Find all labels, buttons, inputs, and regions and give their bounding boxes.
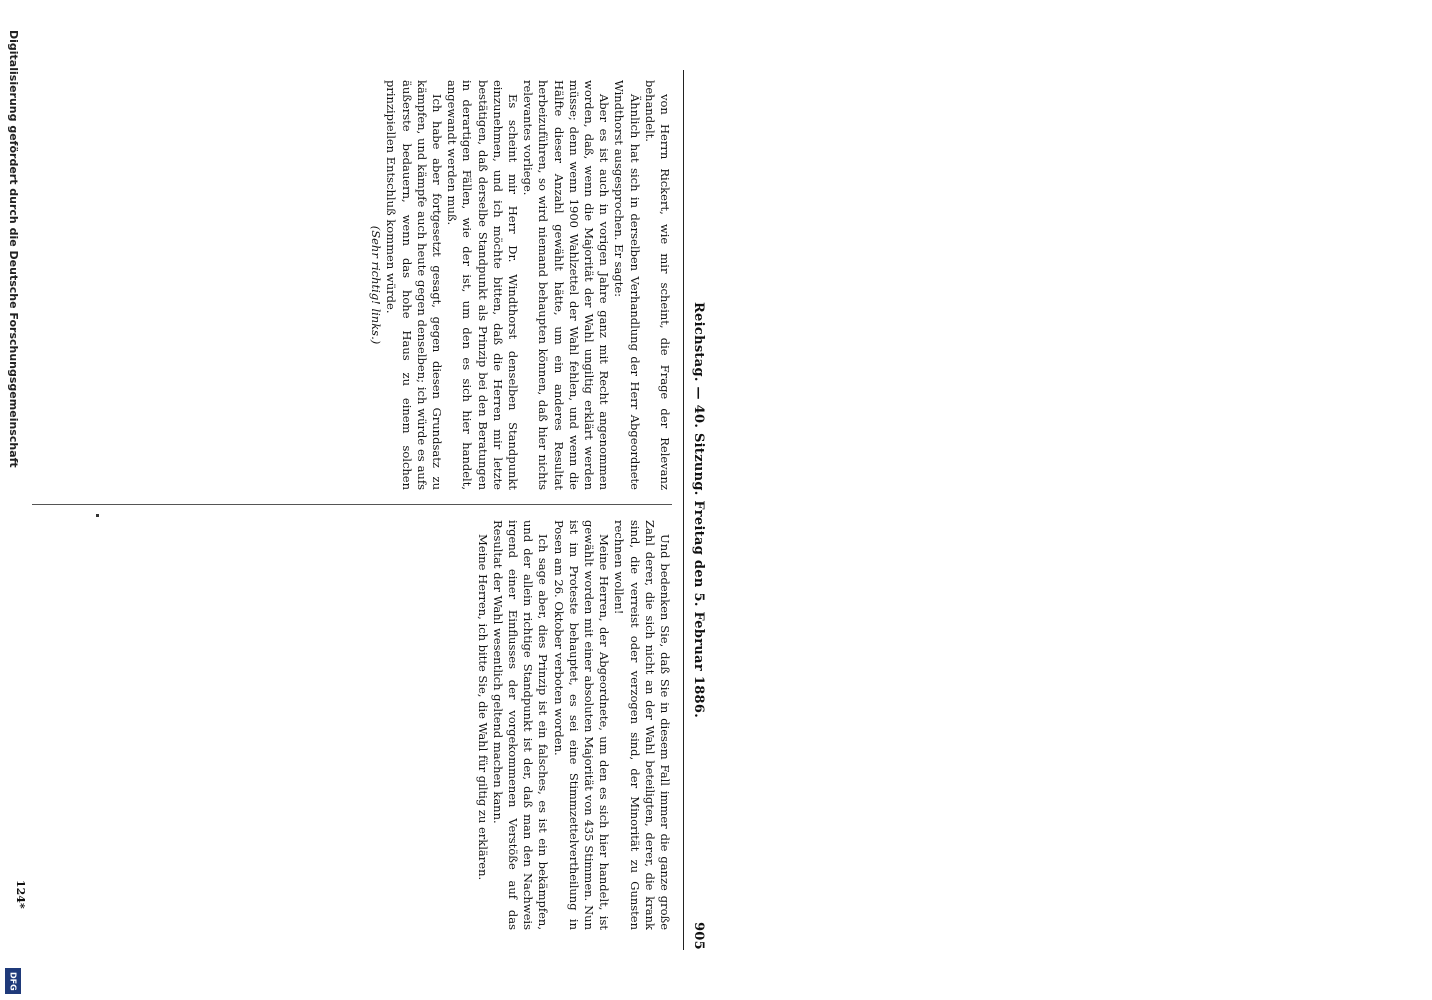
- paragraph: Es scheint mir Herr Dr. Windthorst denselben Standpunkt einzunehmen, und ich möchte bitten, daß die Herren mir letzte bestätigen, daß derselbe Standpunkt als Prinzip bei den Beratungen in derartigen Fällen, wie der ist, um den es sich hier handelt, angewandt werden muß.: [445, 80, 520, 490]
- paragraph: Ich sage aber, dies Prinzip ist ein falsches, es ist ein bekämpfen, und der allein richtige Standpunkt ist der, daß man den Nachweis irgend einer Einflusses der vorgekommenen Verstöße auf das Resultat der Wahl wesentlich geltend machen kann.: [490, 520, 551, 930]
- funding-text: Digitalisierung gefördert durch die Deutsche Forschungsgemeinschaft: [7, 30, 20, 468]
- paragraph: Ich habe aber fortgesetzt gesagt, gegen diesen Grundsatz zu kämpfen, und kämpfe auch heute gegen denselben; ich würde es aufs äußerste bedauern, wenn das hohe Haus zu einem solchen prinzipiellen Entschluß kommen würde.: [384, 80, 444, 490]
- signature-mark: 124*: [14, 880, 27, 909]
- column-divider: [32, 504, 672, 505]
- interjection: (Sehr richtig! links.): [369, 225, 384, 345]
- header-title: Reichstag. — 40. Sitzung. Freitag den 5. Februar 1886.: [691, 301, 706, 719]
- paragraph: Meine Herren, der Abgeordnete, um den es sich hier handelt, ist gewählt worden mit einer absoluten Majorität von 435 Stimmen. Nun ist im Proteste behauptet, es sei eine Stimmzettelvertheilung in Posen am 26. Oktober verboten worden.: [551, 520, 612, 930]
- paragraph: von Herrn Rickert, wie mir scheint, die Frage der Relevanz behandelt.: [642, 80, 672, 490]
- page-number: 905: [691, 921, 706, 950]
- text-column-left: [32, 80, 672, 490]
- text-column-right: [32, 520, 672, 930]
- paragraph: Ähnlich hat sich in derselben Verhandlung der Herr Abgeordnete Windthorst ausgesprochen. Er sagte:: [612, 80, 642, 490]
- paragraph: Meine Herren, ich bitte Sie, die Wahl für giltig zu erklären.: [475, 534, 490, 881]
- paragraph: Und bedenken Sie, daß Sie in diesem Fall immer die ganze große Zahl derer, die sich nicht an der Wahl beteiligten, derer, die krank sind, die verreist oder verzogen sind, der Minorität zu Gunsten rechnen wollen!: [612, 520, 672, 930]
- page-header: [686, 70, 710, 950]
- header-rule: [683, 70, 684, 950]
- paragraph: Aber es ist auch in vorigen Jahre ganz mit Recht angenommen worden, daß, wenn die Majorität der Wahl ungiltig erklärt werden müsse; denn wenn 1900 Wahlzettel der Wahl fehlen, und wenn die Hälfte dieser Anzahl gewählt hätte, um ein anderes Resultat herbeizuführen, so wird niemand behaupten können, daß hier nichts relevantes vorliege.: [521, 80, 612, 490]
- funding-strip: [2, 0, 22, 1000]
- scan-mark: [96, 514, 99, 517]
- dfg-logo-icon: DFG: [5, 968, 21, 994]
